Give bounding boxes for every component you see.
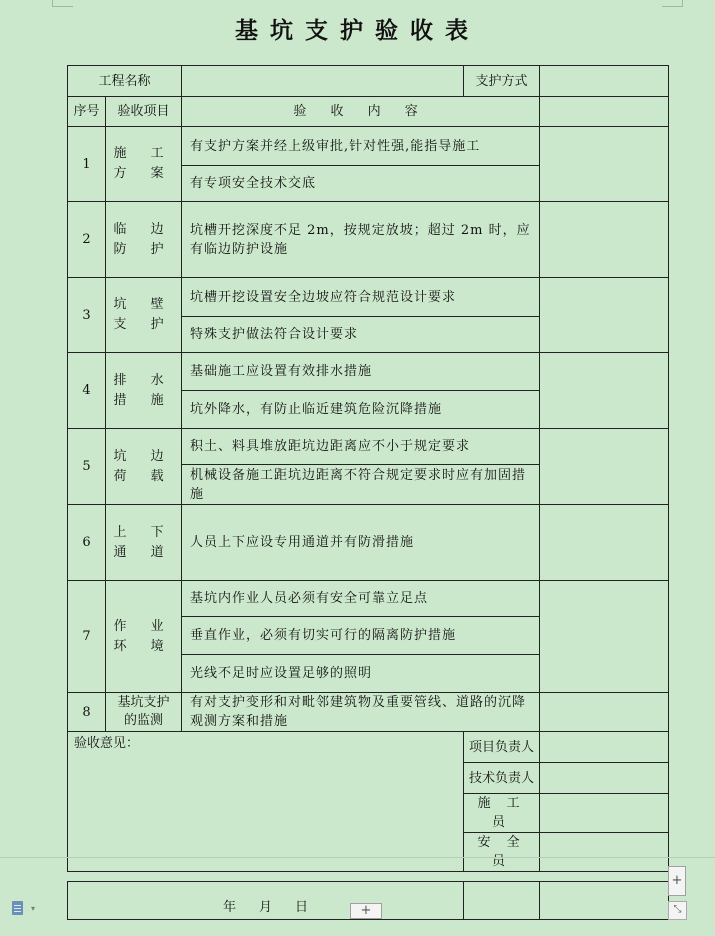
content-cell: 垂直作业，必须有切实可行的隔离防护措施	[182, 617, 540, 655]
content-cell: 机械设备施工距坑边距离不符合规定要求时应有加固措施	[182, 465, 540, 505]
project-name-label: 工程名称	[68, 66, 182, 97]
result-cell[interactable]	[540, 693, 669, 732]
page-corner-mark-left	[52, 0, 73, 7]
item-line-1: 作 业	[113, 618, 174, 634]
opinion-label: 验收意见：	[74, 736, 140, 751]
item-line-1: 上 下	[113, 524, 174, 540]
table-row	[68, 353, 669, 391]
date-signer-cell[interactable]	[464, 882, 540, 920]
content-cell: 坑槽开挖设置安全边坡应符合规范设计要求	[182, 278, 540, 317]
page-break-gap	[68, 872, 669, 882]
signer-label-constructor: 施 工 员	[464, 794, 540, 833]
result-cell[interactable]	[540, 353, 669, 429]
document-title: 基坑支护验收表	[235, 17, 480, 44]
result-cell[interactable]	[540, 127, 669, 202]
row-number: 4	[68, 353, 106, 429]
content-cell: 基础施工应设置有效排水措施	[182, 353, 540, 391]
item-line-1: 排 水	[113, 372, 174, 388]
item-line-1: 施 工	[113, 146, 174, 161]
page-corner-mark-right	[662, 0, 683, 7]
item-line-1: 临 边	[113, 221, 174, 237]
date-day: 日	[294, 900, 308, 915]
table-row	[68, 278, 669, 317]
item-name	[106, 127, 182, 202]
column-header-row	[68, 97, 669, 127]
content-cell: 有支护方案并经上级审批,针对性强,能指导施工	[182, 127, 540, 166]
item-line-2: 防 护	[113, 241, 174, 257]
item-line-2: 方 案	[113, 166, 174, 181]
date-cell[interactable]	[68, 882, 464, 920]
chevron-down-icon[interactable]: ▾	[31, 904, 36, 913]
signer-label-project-manager: 项目负责人	[464, 732, 540, 763]
opinion-area[interactable]	[68, 732, 464, 872]
signer-label-safety-officer: 安 全 员	[464, 833, 540, 872]
item-line-2: 支 护	[113, 317, 174, 332]
header-row	[68, 66, 669, 97]
row-number: 1	[68, 127, 106, 202]
item-name	[106, 353, 182, 429]
result-cell[interactable]	[540, 278, 669, 353]
item-name	[106, 278, 182, 353]
table-row	[68, 693, 669, 732]
date-month: 月	[258, 900, 272, 915]
table-row	[68, 429, 669, 465]
row-number: 6	[68, 505, 106, 581]
item-name	[106, 505, 182, 581]
date-year: 年	[222, 900, 236, 915]
content-cell: 坑外降水，有防止临近建筑危险沉降措施	[182, 391, 540, 429]
column-header-no: 序号	[68, 97, 106, 127]
item-line-1: 坑 边	[113, 448, 174, 464]
signature-field[interactable]	[540, 763, 669, 794]
page-separator	[0, 857, 715, 858]
add-row-button[interactable]: +	[350, 903, 382, 919]
result-cell[interactable]	[540, 202, 669, 278]
content-cell: 坑槽开挖深度不足 2m，按规定放坡；超过 2m 时，应有临边防护设施	[182, 202, 540, 278]
content-cell: 基坑内作业人员必须有安全可靠立足点	[182, 581, 540, 617]
content-cell: 积土、料具堆放距坑边距离应不小于规定要求	[182, 429, 540, 465]
item-line-2: 措 施	[113, 392, 174, 408]
item-line-2: 通 道	[113, 544, 174, 560]
content-cell: 有专项安全技术交底	[182, 166, 540, 202]
content-cell: 特殊支护做法符合设计要求	[182, 317, 540, 353]
content-cell: 人员上下应设专用通道并有防滑措施	[182, 505, 540, 581]
column-header-item: 验收项目	[106, 97, 182, 127]
table-resize-icon[interactable]: ⤡	[668, 901, 687, 920]
signature-field[interactable]	[540, 732, 669, 763]
result-cell[interactable]	[540, 429, 669, 505]
table-row	[68, 581, 669, 617]
page-gap-cell	[68, 872, 669, 882]
item-line-2: 荷 载	[113, 468, 174, 484]
date-signature-cell[interactable]	[540, 882, 669, 920]
table-row	[68, 505, 669, 581]
project-name-field[interactable]	[182, 66, 464, 97]
row-number: 5	[68, 429, 106, 505]
table-row	[68, 202, 669, 278]
result-cell[interactable]	[540, 505, 669, 581]
row-number: 3	[68, 278, 106, 353]
item-name	[106, 429, 182, 505]
signature-field[interactable]	[540, 794, 669, 833]
item-line-2: 环 境	[113, 638, 174, 654]
table-row	[68, 127, 669, 166]
document-menu-icon[interactable]	[12, 901, 23, 915]
content-cell: 有对支护变形和对毗邻建筑物及重要管线、道路的沉降观测方案和措施	[182, 693, 540, 732]
result-cell[interactable]	[540, 581, 669, 693]
row-number: 8	[68, 693, 106, 732]
support-method-label: 支护方式	[464, 66, 540, 97]
row-number: 7	[68, 581, 106, 693]
signer-label-technical-manager: 技术负责人	[464, 763, 540, 794]
signer-row	[68, 732, 669, 763]
column-header-content: 验 收 内 容	[182, 97, 540, 127]
item-name	[106, 581, 182, 693]
item-name	[106, 202, 182, 278]
item-name	[106, 693, 182, 732]
content-cell: 光线不足时应设置足够的照明	[182, 655, 540, 693]
row-number: 2	[68, 202, 106, 278]
item-line-1: 基坑支护	[117, 695, 170, 710]
signature-field[interactable]	[540, 833, 669, 872]
item-line-1: 坑 壁	[113, 297, 174, 312]
support-method-field[interactable]	[540, 66, 669, 97]
result-cell[interactable]	[540, 97, 669, 127]
add-column-button[interactable]: +	[668, 866, 686, 896]
acceptance-table	[67, 65, 669, 920]
item-line-2: 的监测	[124, 713, 164, 728]
